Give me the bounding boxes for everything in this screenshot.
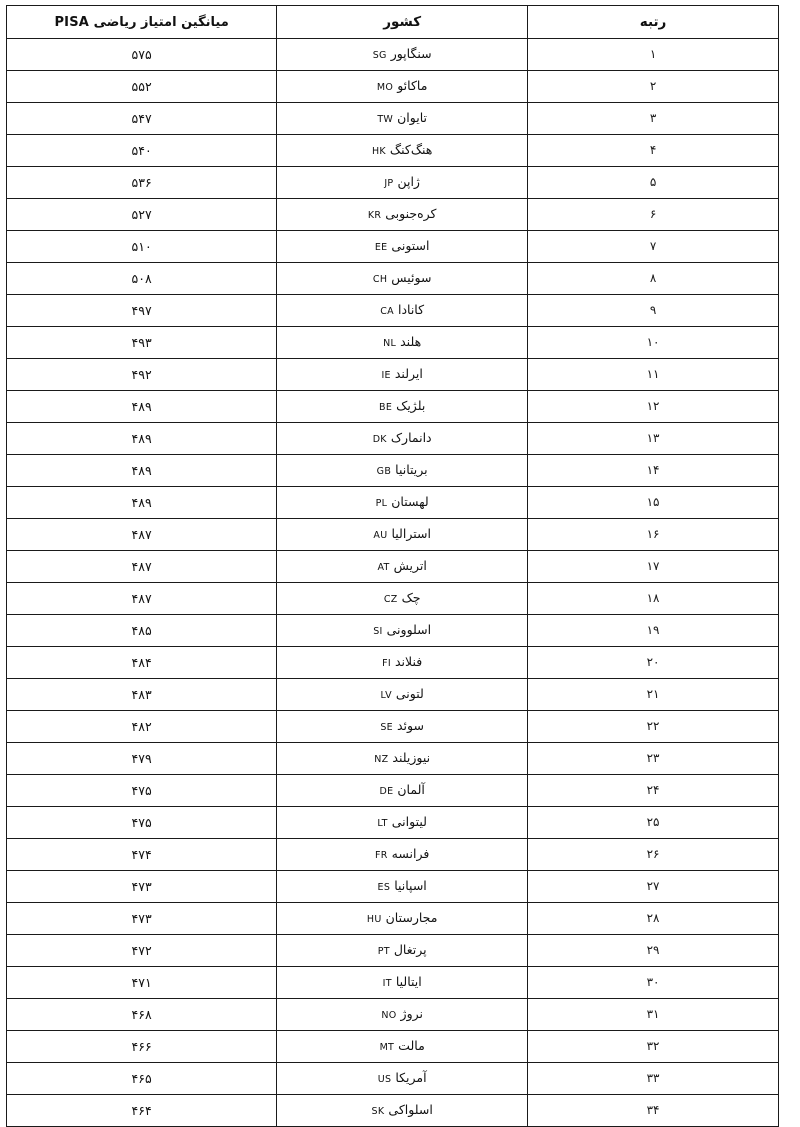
cell-country (277, 167, 528, 199)
table-row (7, 743, 779, 775)
table-row (7, 583, 779, 615)
table-row (7, 967, 779, 999)
cell-rank: ۲۷ (528, 871, 779, 903)
country-code: CA (380, 306, 394, 318)
table-row (7, 615, 779, 647)
cell-country (277, 583, 528, 615)
table-row (7, 487, 779, 519)
table-body (7, 39, 779, 1127)
cell-score: ۴۶۴ (7, 1095, 277, 1127)
cell-rank: ۲۲ (528, 711, 779, 743)
country-name: بلژیک (396, 398, 426, 414)
country-code: CH (372, 274, 388, 286)
cell-rank: ۱۶ (528, 519, 779, 551)
pisa-math-score-table (6, 5, 779, 1127)
country-name: سنگاپور (390, 46, 432, 62)
cell-score: ۴۹۳ (7, 327, 277, 359)
country-name: اسلواکی (388, 1102, 433, 1118)
country-name: ایرلند (394, 366, 423, 382)
table-row (7, 807, 779, 839)
country-code: NL (383, 338, 397, 350)
country-code: HK (371, 146, 386, 158)
table-row (7, 231, 779, 263)
cell-score: ۴۸۹ (7, 487, 277, 519)
country-code: PT (377, 946, 390, 958)
cell-country (277, 103, 528, 135)
cell-score: ۵۵۲ (7, 71, 277, 103)
cell-score: ۴۶۸ (7, 999, 277, 1031)
cell-score: ۵۳۶ (7, 167, 277, 199)
country-code: BE (379, 402, 393, 414)
table-row (7, 199, 779, 231)
country-name: لیتوانی (391, 814, 427, 830)
cell-country (277, 1063, 528, 1095)
table-row (7, 103, 779, 135)
country-code: FR (374, 850, 388, 862)
cell-rank: ۲۳ (528, 743, 779, 775)
column-header-country: کشور (277, 6, 528, 39)
country-code: SG (372, 50, 387, 62)
cell-rank: ۳۰ (528, 967, 779, 999)
cell-country (277, 295, 528, 327)
table-row (7, 679, 779, 711)
country-code: EE (374, 242, 388, 254)
country-code: FI (382, 658, 391, 670)
cell-rank: ۲۵ (528, 807, 779, 839)
cell-country (277, 999, 528, 1031)
cell-country (277, 647, 528, 679)
country-code: MT (379, 1042, 395, 1054)
country-code: IE (381, 370, 391, 382)
cell-rank: ۲۹ (528, 935, 779, 967)
cell-rank: ۱۹ (528, 615, 779, 647)
cell-score: ۴۷۹ (7, 743, 277, 775)
cell-country (277, 487, 528, 519)
cell-score: ۴۸۹ (7, 391, 277, 423)
country-code: SI (373, 626, 383, 638)
cell-score: ۴۶۵ (7, 1063, 277, 1095)
cell-score: ۴۸۷ (7, 551, 277, 583)
country-code: US (377, 1074, 392, 1086)
cell-rank: ۲۶ (528, 839, 779, 871)
cell-score: ۴۸۴ (7, 647, 277, 679)
cell-country (277, 231, 528, 263)
country-name: آلمان (397, 782, 425, 798)
country-name: فرانسه (391, 846, 430, 862)
country-name: مالت (398, 1038, 425, 1054)
table-row (7, 775, 779, 807)
cell-country (277, 135, 528, 167)
cell-country (277, 1031, 528, 1063)
cell-rank: ۲۸ (528, 903, 779, 935)
cell-score: ۴۷۵ (7, 807, 277, 839)
country-name: تایوان (397, 110, 427, 126)
table-row (7, 1031, 779, 1063)
cell-country (277, 903, 528, 935)
country-name: اسپانیا (394, 878, 427, 894)
table-row (7, 711, 779, 743)
cell-score: ۴۸۵ (7, 615, 277, 647)
country-name: لهستان (391, 494, 429, 510)
table-row (7, 423, 779, 455)
cell-score: ۴۹۷ (7, 295, 277, 327)
country-name: نروژ (400, 1006, 423, 1022)
country-name: آمریکا (395, 1070, 427, 1086)
table-row (7, 39, 779, 71)
cell-country (277, 455, 528, 487)
table-row (7, 903, 779, 935)
country-code: LV (380, 690, 392, 702)
table-row (7, 1063, 779, 1095)
cell-rank: ۲۱ (528, 679, 779, 711)
country-name: سوئیس (391, 270, 432, 286)
cell-rank: ۲۴ (528, 775, 779, 807)
cell-rank: ۳۴ (528, 1095, 779, 1127)
country-name: ژاپن (397, 174, 420, 190)
country-code: IT (382, 978, 392, 990)
cell-country (277, 423, 528, 455)
cell-country (277, 39, 528, 71)
country-code: CZ (383, 594, 398, 606)
cell-country (277, 327, 528, 359)
cell-score: ۵۴۷ (7, 103, 277, 135)
cell-country (277, 807, 528, 839)
cell-rank: ۱۵ (528, 487, 779, 519)
column-header-rank: رتبه (528, 6, 779, 39)
table-row (7, 135, 779, 167)
cell-rank: ۱ (528, 39, 779, 71)
country-code: TW (377, 114, 394, 126)
table-row (7, 999, 779, 1031)
country-code: JP (384, 178, 394, 190)
cell-rank: ۱۳ (528, 423, 779, 455)
cell-country (277, 199, 528, 231)
cell-country (277, 391, 528, 423)
country-name: ایتالیا (395, 974, 422, 990)
country-name: هنگ‌کنگ (389, 142, 433, 158)
cell-country (277, 967, 528, 999)
cell-country (277, 615, 528, 647)
country-name: چک (401, 590, 421, 606)
cell-country (277, 935, 528, 967)
country-name: مجارستان (385, 910, 438, 926)
cell-score: ۴۷۱ (7, 967, 277, 999)
cell-score: ۴۸۹ (7, 423, 277, 455)
country-name: لتونی (395, 686, 424, 702)
table-row (7, 391, 779, 423)
cell-rank: ۱۰ (528, 327, 779, 359)
cell-rank: ۱۱ (528, 359, 779, 391)
table-row (7, 935, 779, 967)
cell-rank: ۱۴ (528, 455, 779, 487)
cell-country (277, 1095, 528, 1127)
cell-rank: ۸ (528, 263, 779, 295)
country-name: پرتغال (393, 942, 427, 958)
cell-country (277, 679, 528, 711)
cell-country (277, 743, 528, 775)
cell-rank: ۳۲ (528, 1031, 779, 1063)
cell-rank: ۱۸ (528, 583, 779, 615)
cell-rank: ۵ (528, 167, 779, 199)
cell-rank: ۱۲ (528, 391, 779, 423)
country-code: NO (381, 1010, 397, 1022)
table-row (7, 327, 779, 359)
cell-rank: ۳ (528, 103, 779, 135)
cell-score: ۴۸۷ (7, 583, 277, 615)
table-row (7, 519, 779, 551)
cell-score: ۴۶۶ (7, 1031, 277, 1063)
cell-country (277, 839, 528, 871)
cell-score: ۴۷۵ (7, 775, 277, 807)
country-code: KR (367, 210, 382, 222)
table-row (7, 359, 779, 391)
cell-country (277, 551, 528, 583)
cell-score: ۴۸۲ (7, 711, 277, 743)
country-code: AT (377, 562, 390, 574)
table-row (7, 167, 779, 199)
country-name: کانادا (397, 302, 425, 318)
cell-country (277, 775, 528, 807)
cell-country (277, 71, 528, 103)
country-code: DK (372, 434, 387, 446)
country-name: فنلاند (394, 654, 423, 670)
cell-country (277, 711, 528, 743)
cell-rank: ۲۰ (528, 647, 779, 679)
country-name: دانمارک (390, 430, 432, 446)
country-code: NZ (374, 754, 389, 766)
cell-score: ۴۸۷ (7, 519, 277, 551)
cell-score: ۴۸۹ (7, 455, 277, 487)
cell-score: ۴۹۲ (7, 359, 277, 391)
cell-country (277, 871, 528, 903)
country-code: SE (380, 722, 393, 734)
country-code: DE (379, 786, 394, 798)
table-row (7, 839, 779, 871)
country-name: ماکائو (397, 78, 428, 94)
country-name: کره‌جنوبی (385, 206, 437, 222)
cell-score: ۴۸۳ (7, 679, 277, 711)
cell-rank: ۳۳ (528, 1063, 779, 1095)
country-code: LT (377, 818, 388, 830)
table-row (7, 647, 779, 679)
country-name: بریتانیا (395, 462, 428, 478)
country-name: سوئد (396, 718, 424, 734)
cell-score: ۴۷۳ (7, 903, 277, 935)
cell-score: ۵۰۸ (7, 263, 277, 295)
table-row (7, 1095, 779, 1127)
table-row (7, 295, 779, 327)
country-code: ES (377, 882, 391, 894)
country-name: استرالیا (391, 526, 431, 542)
cell-rank: ۳۱ (528, 999, 779, 1031)
column-header-score: میانگین امتیاز ریاضی PISA (7, 6, 277, 39)
cell-rank: ۴ (528, 135, 779, 167)
country-name: استونی (391, 238, 430, 254)
cell-country (277, 263, 528, 295)
country-name: هلند (400, 334, 422, 350)
cell-rank: ۹ (528, 295, 779, 327)
cell-country (277, 519, 528, 551)
cell-score: ۴۷۳ (7, 871, 277, 903)
cell-country (277, 359, 528, 391)
country-name: نیوزیلند (392, 750, 431, 766)
header-row (7, 6, 779, 39)
country-code: PL (375, 498, 388, 510)
country-name: اسلوونی (386, 622, 432, 638)
country-code: AU (373, 530, 388, 542)
country-code: MO (376, 82, 394, 94)
cell-score: ۵۷۵ (7, 39, 277, 71)
country-name: اتریش (393, 558, 427, 574)
cell-score: ۴۷۲ (7, 935, 277, 967)
country-code: GB (376, 466, 392, 478)
country-code: HU (366, 914, 382, 926)
table-row (7, 263, 779, 295)
cell-score: ۵۱۰ (7, 231, 277, 263)
table-row (7, 871, 779, 903)
cell-rank: ۲ (528, 71, 779, 103)
cell-rank: ۷ (528, 231, 779, 263)
country-code: SK (371, 1106, 385, 1118)
cell-score: ۴۷۴ (7, 839, 277, 871)
table-header (7, 6, 779, 39)
cell-rank: ۱۷ (528, 551, 779, 583)
cell-score: ۵۲۷ (7, 199, 277, 231)
cell-score: ۵۴۰ (7, 135, 277, 167)
cell-rank: ۶ (528, 199, 779, 231)
table-row (7, 455, 779, 487)
table-row (7, 551, 779, 583)
table-row (7, 71, 779, 103)
